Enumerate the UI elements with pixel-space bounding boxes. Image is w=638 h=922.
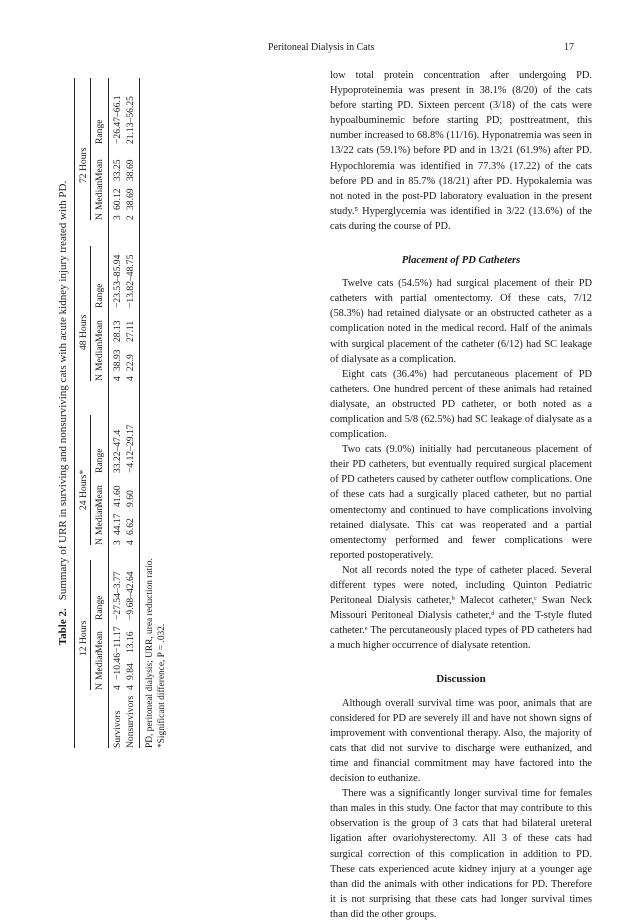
cell-nonsurvivors-9: 4 [125,376,136,381]
cell-nonsurvivors-8: −4.12–29.17 [125,424,136,473]
cell-survivors-3: −11.17 [112,626,123,653]
group-24-hours: 24 Hours* [78,469,89,510]
subheader-3-1: N [94,374,105,381]
cell-survivors-7: 41.60 [112,485,123,507]
subheader-1-4: Range [94,595,105,620]
paragraph-catheter-types: Not all records noted the type of catheter placed. Several different types were noted, including Quinton Pediatric Peritoneal Dialysis catheter,ᵇ Malecot catheter,ᶜ Swan Neck Missouri Peritoneal Dialysis catheter,ᵈ and the T-style fluted catheter.ᵉ The percutaneously placed types of PD catheters had a much higher occurrence of dialysate retention. [330,564,592,652]
cell-nonsurvivors-6: 6.62 [125,518,136,535]
cell-nonsurvivors-10: 22.9 [125,354,136,371]
cell-survivors-14: 60.12 [112,188,123,210]
cell-nonsurvivors-3: 13.16 [125,631,136,653]
page-number: 17 [564,42,574,53]
heading-discussion: Discussion [436,673,486,686]
group-12-hours: 12 Hours [78,620,89,656]
table-bottom-rule [139,78,140,748]
right-column [330,68,592,922]
row-label-survivors: Survivors [112,710,123,748]
cell-nonsurvivors-16: 21.13–56.25 [125,96,136,144]
subheader-1-3: Mean [94,631,105,653]
cell-nonsurvivors-12: −13.82–48.75 [125,254,136,308]
cell-survivors-16: −26.47–66.1 [112,95,123,144]
subheader-2-4: Range [94,448,105,473]
table-footnote-significance: *Significant difference, P = .032. [157,623,167,748]
cell-nonsurvivors-2: 9.84 [125,663,136,680]
group-48-hours: 48 Hours [78,314,89,350]
subheader-4-3: Mean [94,159,105,181]
subheader-1-2: Median [94,650,105,680]
cell-survivors-12: −23.53–85.94 [112,254,123,308]
table-title: Summary of URR in surviving and nonsurviving cats with acute kidney injury treated with PD. [57,180,69,601]
subheader-3-4: Range [94,283,105,308]
table-footnote-abbrev: PD, peritoneal dialysis; URR, urea reduction ratio. [145,558,155,748]
cell-survivors-10: 38.93 [112,349,123,371]
cell-survivors-4: −27.54–3.77 [112,571,123,620]
paragraph-percutaneous-placement: Eight cats (36.4%) had percutaneous placement of PD catheters. One hundred percent of these animals had retained dialysate, an obstructed PD catheter, or both noted as a complication and 5/8 (62.5%) had SC leakage of dialysate as a complication. [330,368,592,441]
running-title: Peritoneal Dialysis in Cats [268,42,375,53]
cell-survivors-2: −10.46 [112,653,123,680]
running-header [0,42,638,56]
cell-nonsurvivors-7: 9.60 [125,490,136,507]
subheader-4-2: Median [94,180,105,210]
cell-survivors-6: 44.17 [112,513,123,535]
table-header-rule [108,78,109,748]
cell-survivors-1: 4 [112,685,123,690]
paragraph-survival-time: Although overall survival time was poor, animals that are considered for PD are severely ill and have not shown signs of improvement with conventional therapy. Also, the majority of cats that did not survive to discharge were euthanized, and time and financial commitment may have factored into the decision to euthanize. [330,697,592,785]
cell-survivors-9: 4 [112,376,123,381]
cell-survivors-5: 3 [112,540,123,545]
table-2-rotated [57,78,197,748]
cell-nonsurvivors-11: 27.11 [125,320,136,342]
cell-nonsurvivors-14: 38.69 [125,188,136,210]
paragraph-surgical-placement: Twelve cats (54.5%) had surgical placement of their PD catheters with partial omentectomy. Of these cats, 7/12 (58.3%) had retained dialysate or an obstructed catheter as a complication noted in the medical record. Half of the animals with surgical placement of the catheter (6/12) had SC leakage of dialysate as a complication. [330,278,592,365]
cell-nonsurvivors-5: 4 [125,540,136,545]
cell-survivors-11: 28.13 [112,320,123,342]
group-rule-48 [90,246,91,381]
cell-nonsurvivors-15: 38.69 [125,159,136,181]
group-rule-24 [90,415,91,545]
group-rule-72 [90,78,91,220]
subheader-2-1: N [94,538,105,545]
cell-survivors-8: 33.22–47.4 [112,429,123,473]
heading-placement-catheters: Placement of PD Catheters [401,255,521,267]
subheader-4-1: N [94,213,105,220]
cell-survivors-13: 3 [112,215,123,220]
cell-survivors-15: 33.25 [112,159,123,181]
subheader-3-3: Mean [94,320,105,342]
subheader-4-4: Range [94,119,105,144]
subheader-1-1: N [94,683,105,690]
table-caption [57,78,69,748]
cell-nonsurvivors-4: −9.68–42.64 [125,571,136,620]
subheader-2-2: Median [94,505,105,535]
cell-nonsurvivors-13: 2 [125,215,136,220]
group-72-hours: 72 Hours [78,147,89,183]
table-label: Table 2. [57,608,69,646]
table-top-rule [74,78,75,748]
row-label-nonsurvivors: Nonsurvivors [125,695,136,748]
paragraph-lab-findings: low total protein concentration after undergoing PD. Hypoproteinemia was present in 38.1% (8/20) of the cats before starting PD. Sixteen percent (3/18) of the cats were hypoalbuminemic before starting PD; posttreatment, this number increased to 68.8% (11/16). Hyponatremia was seen in 13/22 cats (59.1%) before PD and in 13/21 (61.9%) after PD. Hypochloremia was identified in 77.3% (17.22) of the cats before PD and in 85.7% (18/21) after PD. Hypokalemia was not noted in the post-PD laboratory evaluation in the present study.⁵ Hyperglycemia was identified in 3/22 (13.6%) of the cats during the course of PD. [330,70,592,232]
group-rule-12 [90,560,91,690]
subheader-3-2: Median [94,341,105,371]
paragraph-sex-difference: There was a significantly longer survival time for females than males in this study. One factor that may contribute to this observation is the group of 3 cats that had bilateral ureteral ligation after ovariohysterectomy. All 3 of these cats had surgical correction of this complication in addition to PD. These cats experienced acute kidney injury at a younger age than did the animals with other indications for PD. Therefore it is not surprising that these cats had longer survival times than did the other groups. [330,788,592,920]
cell-nonsurvivors-1: 4 [125,685,136,690]
paragraph-two-cats: Two cats (9.0%) initially had percutaneous placement of their PD catheters, but eventually required surgical placement of PD catheters caused by catheter outflow complications. One of these cats had a surgically placed catheter, but no partial omentectomy and continued to have complications involving retained dialysate. This cat was reoperated and a partial omentectomy performed and fewer complications were reported postoperatively. [330,444,592,561]
subheader-2-3: Mean [94,485,105,507]
